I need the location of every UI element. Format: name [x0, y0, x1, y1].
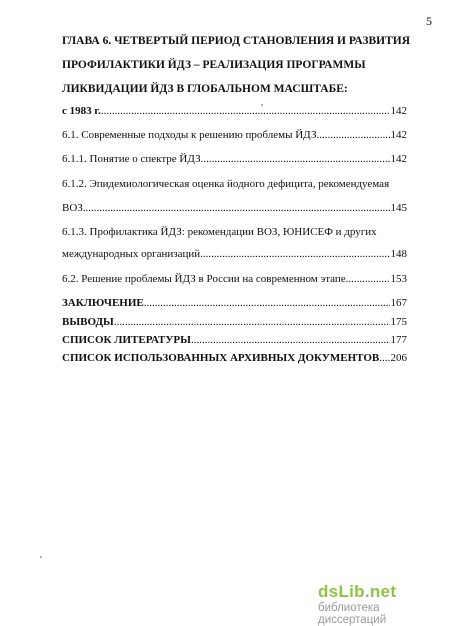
toc-entry-label: 6.1.1. Понятие о спектре ЙДЗ [62, 153, 201, 165]
toc-entry-page: 148 [390, 248, 407, 260]
toc-entry-6-1-2[interactable] [62, 200, 407, 216]
toc-entry-label: 6.2. Решение проблемы ЙДЗ в России на современном этапе [62, 273, 346, 285]
toc-entry-6-1-2-line-1: 6.1.2. Эпидемиологическая оценка йодного дефицита, рекомендуемая [62, 178, 390, 190]
watermark-tagline: библиотека диссертаций [318, 602, 387, 626]
toc-entry-page: 167 [390, 297, 407, 309]
scan-speck [40, 556, 42, 558]
toc-entry-6-2[interactable] [62, 271, 407, 287]
dot-leader [346, 271, 390, 287]
dot-leader [83, 200, 390, 216]
toc-entry-label: 6.1. Современные подходы к решению проблемы ЙДЗ [62, 129, 317, 141]
toc-section-findings[interactable] [62, 314, 407, 330]
toc-entry-label: международных организаций [62, 248, 201, 260]
dot-leader [379, 350, 389, 366]
chapter-title-line-1: ГЛАВА 6. ЧЕТВЕРТЫЙ ПЕРИОД СТАНОВЛЕНИЯ И РАЗВИТИЯ [62, 35, 411, 47]
toc-entry-page: 153 [390, 273, 407, 285]
watermark-brand: dsLib.net [318, 582, 397, 601]
dot-leader [191, 332, 390, 348]
toc-entry-label: СПИСОК ЛИТЕРАТУРЫ [62, 334, 191, 346]
toc-entry-page: 206 [390, 352, 407, 364]
toc-entry-6-1[interactable] [62, 127, 407, 143]
toc-entry-6-1-1[interactable] [62, 151, 407, 167]
dot-leader [201, 151, 390, 167]
toc-entry-page: 145 [390, 202, 407, 214]
toc-entry-6-1-3-line-1: 6.1.3. Профилактика ЙДЗ: рекомендации ВОЗ, ЮНИСЕФ и других [62, 226, 377, 238]
toc-entry-label: ЗАКЛЮЧЕНИЕ [62, 297, 144, 309]
scan-speck [261, 104, 263, 106]
toc-section-conclusion[interactable] [62, 295, 407, 311]
chapter-title-line-2: ПРОФИЛАКТИКИ ЙДЗ – РЕАЛИЗАЦИЯ ПРОГРАММЫ [62, 59, 366, 71]
dot-leader [144, 295, 390, 311]
toc-entry-page: 177 [390, 334, 407, 346]
toc-entry-label: с 1983 г. [62, 105, 101, 117]
toc-section-archive-documents[interactable] [62, 350, 407, 366]
toc-entry-page: 142 [390, 153, 407, 165]
toc-entry-label: ВОЗ [62, 202, 83, 214]
toc-entry-page: 142 [390, 105, 407, 117]
dot-leader [316, 127, 389, 143]
toc-entry-label: ВЫВОДЫ [62, 316, 114, 328]
toc-entry-6-1-3[interactable] [62, 246, 407, 262]
chapter-title-line-3: ЛИКВИДАЦИИ ЙДЗ В ГЛОБАЛЬНОМ МАСШТАБЕ: [62, 83, 348, 95]
page-number: 5 [426, 14, 432, 28]
toc-entry-chapter-6[interactable] [62, 103, 407, 119]
dot-leader [114, 314, 390, 330]
watermark[interactable] [318, 582, 446, 626]
dot-leader [101, 103, 390, 119]
dot-leader [200, 246, 389, 262]
toc-entry-page: 142 [390, 129, 407, 141]
toc-entry-page: 175 [390, 316, 407, 328]
toc-entry-label: СПИСОК ИСПОЛЬЗОВАННЫХ АРХИВНЫХ ДОКУМЕНТОВ [62, 352, 380, 364]
toc-section-references[interactable] [62, 332, 407, 348]
